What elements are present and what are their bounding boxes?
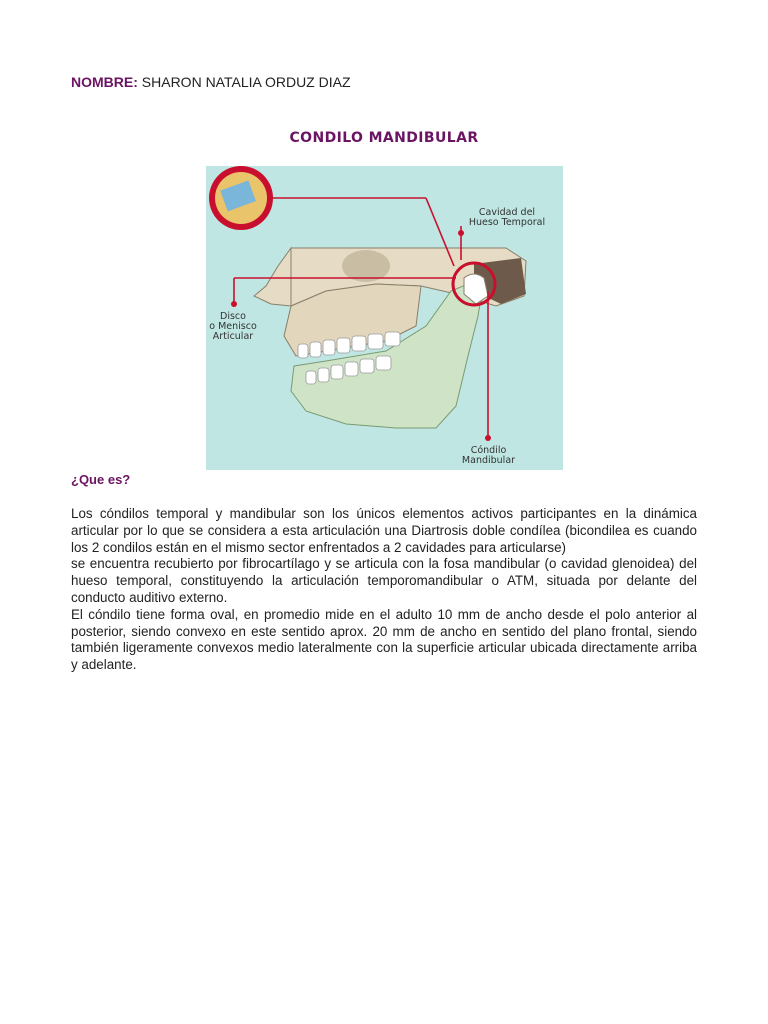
name-value: SHARON NATALIA ORDUZ DIAZ xyxy=(141,74,351,90)
paragraph: Los cóndilos temporal y mandibular son los únicos elementos activos participantes en la dinámica articular por lo que se considera a esta articulación una Diartrosis doble condílea (bicondilea es cuando los 2 condilos están en el mismo sector enfrentados a 2 cavidades para articularse) xyxy=(71,506,697,555)
paragraph: El cóndilo tiene forma oval, en promedio mide en el adulto 10 mm de ancho desde el polo anterior al posterior, siendo convexo en este sentido aprox. 20 mm de ancho en sentido del plano frontal, siendo también ligeramente convexos medio lateralmente con la superficie articular ubicada directamente arriba y adelante. xyxy=(71,606,697,673)
label-cavidad-hueso-temporal: Cavidad del Hueso Temporal xyxy=(468,207,546,228)
student-name-line xyxy=(71,74,351,90)
paragraph: se encuentra recubierto por fibrocartílago y se articula con la fosa mandibular (o cavidad glenoidea) del hueso temporal, constituyendo la articulación temporomandibular o ATM, situada por delante del conducto auditivo externo. xyxy=(71,556,697,605)
label-disco-menisco-articular: Disco o Menisco Articular xyxy=(209,311,257,342)
name-label: NOMBRE: xyxy=(71,74,138,90)
section-heading: ¿Que es? xyxy=(71,472,131,487)
document-title: CONDILO MANDIBULAR xyxy=(289,130,479,146)
tmj-illustration xyxy=(206,166,563,470)
body-text xyxy=(71,506,697,674)
label-condilo-mandibular: Cóndilo Mandibular xyxy=(461,445,516,466)
